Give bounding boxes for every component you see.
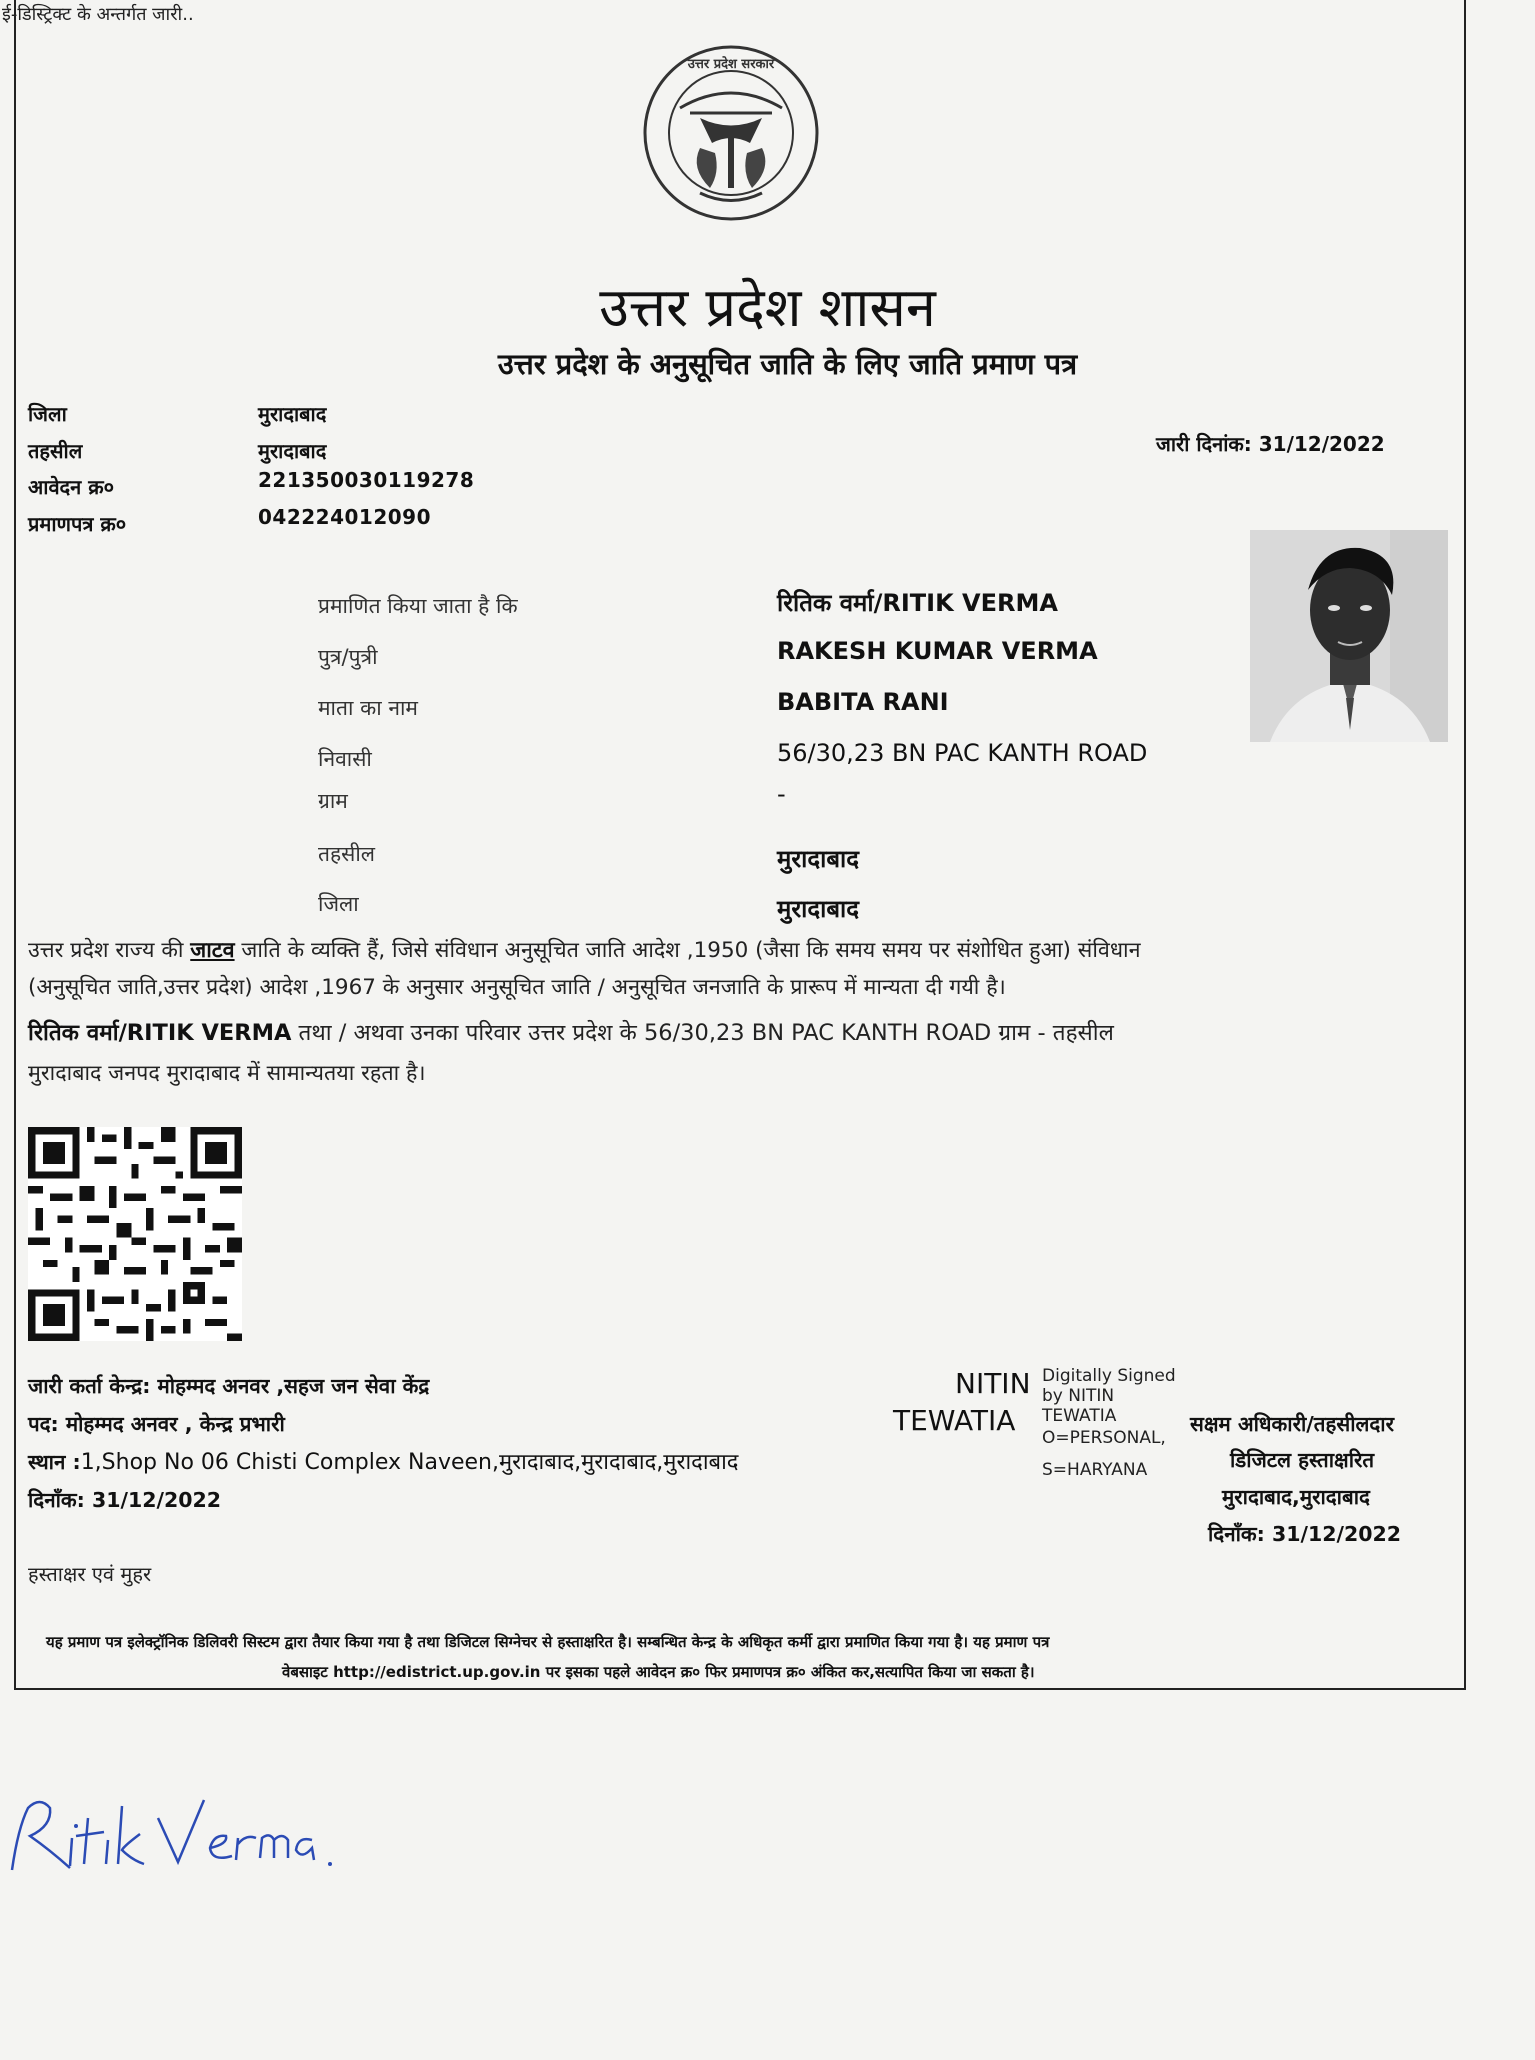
detail-label: निवासी: [318, 747, 372, 771]
top-note: ई-डिस्ट्रिक्ट के अन्तर्गत जारी..: [2, 4, 194, 25]
detail-label: माता का नाम: [318, 696, 418, 720]
tehsil-value: मुरादाबाद: [258, 439, 327, 463]
district-value: मुरादाबाद: [258, 402, 327, 426]
authority-location: मुरादाबाद,मुरादाबाद: [1222, 1485, 1370, 1509]
applicant-photo: [1250, 530, 1448, 742]
government-title: उत्तर प्रदेश शासन: [599, 276, 936, 339]
tehsil-label: तहसील: [28, 439, 83, 463]
applicant-name: रितिक वर्मा/RITIK VERMA: [777, 589, 1058, 617]
residence-statement-line2: मुरादाबाद जनपद मुरादाबाद में सामान्यतया रहता है।: [28, 1061, 426, 1086]
signer-name-line2: TEWATIA: [893, 1404, 1016, 1437]
issuing-center: जारी कर्ता केन्द्र: मोहम्मद अनवर ,सहज जन सेवा केंद्र: [28, 1374, 430, 1398]
application-number: 221350030119278: [258, 468, 475, 492]
district-detail-value: मुरादाबाद: [777, 895, 860, 923]
caste-name: जाटव: [190, 938, 235, 963]
verification-note: यह प्रमाण पत्र इलेक्ट्रॉनिक डिलिवरी सिस्टम द्वारा तैयार किया गया है तथा डिजिटल सिग्नेचर से हस्ताक्षरित है। सम्बन्धित केन्द्र के अधिकृत कर्मी द्वारा प्रमाणित किया गया है। यह प्रमाण पत्र: [46, 1633, 1050, 1651]
mother-name: BABITA RANI: [777, 688, 949, 716]
signer-name-line1: NITIN: [955, 1367, 1031, 1400]
district-label: जिला: [28, 402, 67, 426]
caste-statement-line2: (अनुसूचित जाति,उत्तर प्रदेश) आदेश ,1967 के अनुसार अनुसूचित जाति / अनुसूचित जनजाति के प्रारूप में मान्यता दी गयी है।: [28, 975, 1006, 1000]
residence-address: 56/30,23 BN PAC KANTH ROAD: [777, 739, 1148, 767]
detail-label: जिला: [318, 892, 359, 916]
authority-role: सक्षम अधिकारी/तहसीलदार: [1190, 1412, 1394, 1436]
authority-date: दिनाँक: 31/12/2022: [1208, 1522, 1402, 1546]
sign-seal-label: हस्ताक्षर एवं मुहर: [28, 1562, 152, 1586]
detail-label: प्रमाणित किया जाता है कि: [318, 594, 518, 618]
issuing-place: स्थान :1,Shop No 06 Chisti Complex Naveen,मुरादाबाद,मुरादाबाद,मुरादाबाद: [28, 1450, 739, 1475]
qr-code: [28, 1127, 242, 1341]
caste-statement: उत्तर प्रदेश राज्य की जाटव जाति के व्यक्ति हैं, जिसे संविधान अनुसूचित जाति आदेश ,1950 (जैसा कि समय समय पर संशोधित हुआ) संविधान: [28, 938, 1141, 963]
issue-date: जारी दिनांक: 31/12/2022: [1156, 432, 1385, 456]
handwritten-signature: [0, 1778, 370, 1888]
digitally-signed-label: डिजिटल हस्ताक्षरित: [1230, 1448, 1375, 1472]
residence-applicant-name: रितिक वर्मा/RITIK VERMA: [28, 1020, 292, 1046]
tehsil-detail-value: मुरादाबाद: [777, 845, 860, 873]
issuer-date: दिनाँक: 31/12/2022: [28, 1488, 222, 1512]
issuer-post: पद: मोहम्मद अनवर , केन्द्र प्रभारी: [28, 1412, 285, 1436]
up-government-emblem: [640, 38, 822, 228]
detail-label: तहसील: [318, 842, 375, 866]
application-label: आवेदन क्र०: [28, 475, 115, 499]
certificate-number: 042224012090: [258, 505, 431, 529]
verification-note-line2: वेबसाइट http://edistrict.up.gov.in पर इसका पहले आवेदन क्र० फिर प्रमाणपत्र क्र० अंकित कर,सत्यापित किया जा सकता है।: [282, 1663, 1035, 1681]
detail-label: ग्राम: [318, 789, 348, 813]
svg-text:उत्तर प्रदेश सरकार: उत्तर प्रदेश सरकार: [687, 57, 775, 72]
digital-signature-block: Digitally Signed by NITIN TEWATIA O=PERSONAL, S=HARYANA: [1042, 1366, 1176, 1480]
parent-name: RAKESH KUMAR VERMA: [777, 637, 1098, 665]
certificate-title: उत्तर प्रदेश के अनुसूचित जाति के लिए जाति प्रमाण पत्र: [497, 347, 1078, 381]
village-value: -: [777, 780, 786, 808]
detail-label: पुत्र/पुत्री: [318, 645, 378, 669]
certificate-label: प्रमाणपत्र क्र०: [28, 512, 127, 536]
residence-statement: रितिक वर्मा/RITIK VERMA तथा / अथवा उनका परिवार उत्तर प्रदेश के 56/30,23 BN PAC KANTH ROAD ग्राम - तहसील: [28, 1020, 1114, 1046]
